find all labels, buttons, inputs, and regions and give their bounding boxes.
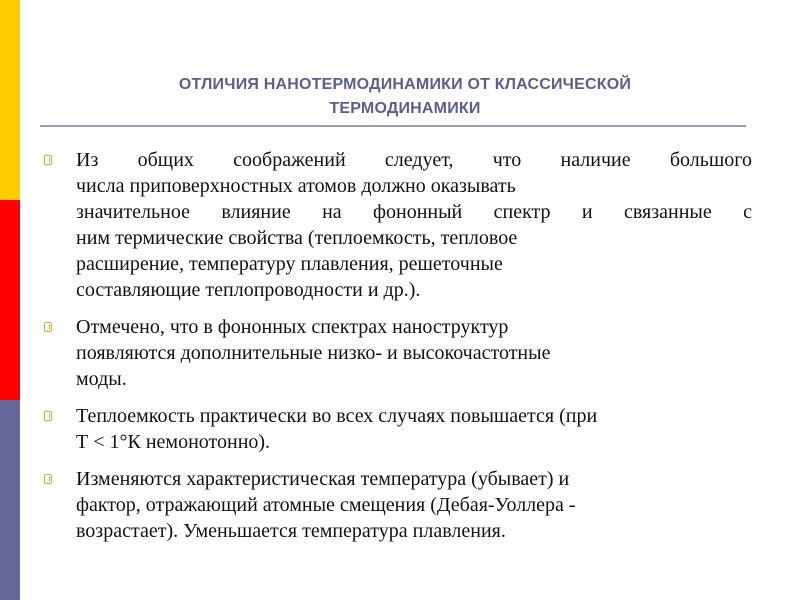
- decor-stripe-top: [0, 0, 20, 200]
- bullet-3-line-2: Т < 1°К немонотонно).: [76, 431, 271, 453]
- square-bullet-icon: [44, 155, 52, 165]
- bullet-3-line-1: Теплоемкость практически во всех случаях повышается (при: [76, 405, 598, 427]
- slide-title-line-2: ТЕРМОДИНАМИКИ: [329, 100, 481, 117]
- bullet-4-line-1: Изменяются характеристическая температура (убывает) и: [76, 468, 570, 490]
- bullet-1-line-4: ним термические свойства (теплоемкость, тепловое: [76, 227, 518, 249]
- bullet-item-4: [40, 466, 752, 544]
- slide-title-line-1: ОТЛИЧИЯ НАНОТЕРМОДИНАМИКИ ОТ КЛАССИЧЕСКОЙ: [178, 76, 632, 93]
- bullet-item-2: [40, 314, 752, 392]
- bullet-2-line-3: моды.: [76, 368, 127, 390]
- slide-title: [60, 73, 750, 121]
- bullet-4-line-3: возрастает). Уменьшается температура плавления.: [76, 520, 506, 542]
- title-divider: [40, 125, 746, 127]
- bullet-item-3: [40, 403, 752, 455]
- bullet-2-line-2: появляются дополнительные низко- и высокочастотные: [76, 342, 551, 364]
- bullet-4-line-2: фактор, отражающий атомные смещения (Дебая-Уоллера -: [76, 494, 576, 516]
- bullet-2-line-1: Отмечено, что в фононных спектрах наноструктур: [76, 316, 509, 338]
- square-bullet-icon: [44, 411, 52, 421]
- square-bullet-icon: [44, 474, 52, 484]
- bullet-item-1: [40, 147, 752, 303]
- decor-stripe-bottom: [0, 400, 20, 600]
- decor-stripe-middle: [0, 200, 20, 400]
- bullet-list: [40, 147, 752, 555]
- bullet-1-line-2: числа приповерхностных атомов должно оказывать: [76, 175, 516, 197]
- square-bullet-icon: [44, 322, 52, 332]
- bullet-1-line-1: Из общих соображений следует, что наличие большого: [76, 149, 752, 171]
- bullet-1-line-5: расширение, температуру плавления, решеточные: [76, 253, 503, 275]
- bullet-1-line-3: значительное влияние на фононный спектр и связанные с: [76, 201, 752, 223]
- bullet-1-line-6: составляющие теплопроводности и др.).: [76, 279, 421, 301]
